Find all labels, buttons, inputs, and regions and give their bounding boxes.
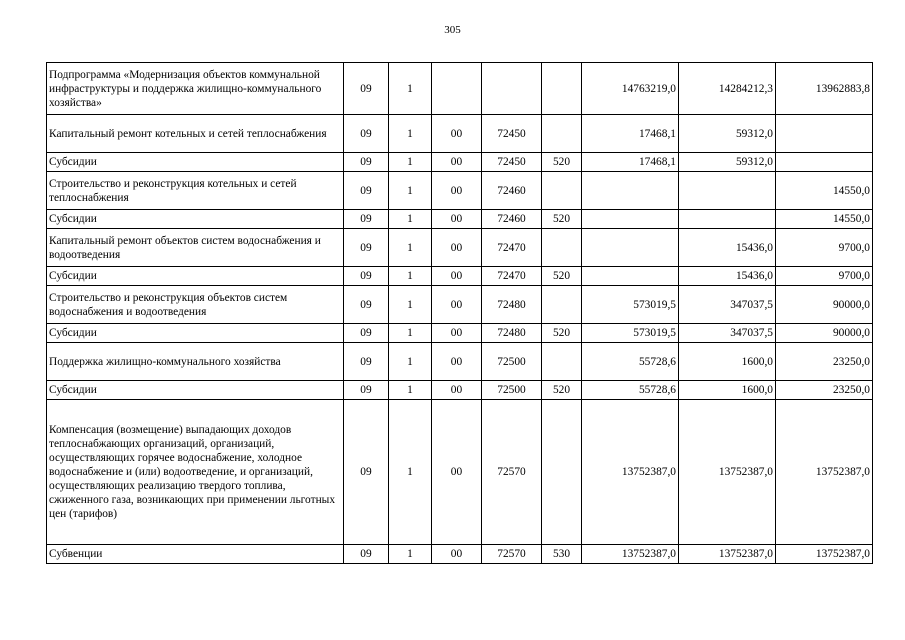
direction-code: 72460 — [482, 172, 542, 210]
table-row — [47, 545, 873, 564]
row-name: Субсидии — [47, 267, 344, 286]
expense-type-code: 520 — [542, 210, 582, 229]
subsection-code: 1 — [389, 400, 432, 545]
amount-year-1: 17468,1 — [582, 115, 679, 153]
subsection-code: 1 — [389, 545, 432, 564]
table-row — [47, 229, 873, 267]
program-code: 00 — [432, 153, 482, 172]
section-code: 09 — [344, 286, 389, 324]
table-row — [47, 172, 873, 210]
subsection-code: 1 — [389, 286, 432, 324]
section-code: 09 — [344, 172, 389, 210]
amount-year-3: 23250,0 — [776, 343, 873, 381]
amount-year-1: 13752387,0 — [582, 545, 679, 564]
amount-year-2: 59312,0 — [679, 153, 776, 172]
program-code: 00 — [432, 324, 482, 343]
amount-year-3: 23250,0 — [776, 381, 873, 400]
section-code: 09 — [344, 115, 389, 153]
direction-code: 72450 — [482, 153, 542, 172]
amount-year-3: 9700,0 — [776, 229, 873, 267]
subsection-code: 1 — [389, 210, 432, 229]
expense-type-code: 520 — [542, 324, 582, 343]
amount-year-1: 573019,5 — [582, 286, 679, 324]
row-name: Субвенции — [47, 545, 344, 564]
amount-year-3: 90000,0 — [776, 286, 873, 324]
amount-year-1 — [582, 229, 679, 267]
amount-year-3: 14550,0 — [776, 210, 873, 229]
row-name: Субсидии — [47, 324, 344, 343]
program-code — [432, 63, 482, 115]
row-name: Субсидии — [47, 381, 344, 400]
subsection-code: 1 — [389, 229, 432, 267]
program-code: 00 — [432, 267, 482, 286]
expense-type-code — [542, 286, 582, 324]
expense-type-code — [542, 115, 582, 153]
section-code: 09 — [344, 267, 389, 286]
direction-code: 72480 — [482, 324, 542, 343]
table-row — [47, 324, 873, 343]
table-row — [47, 210, 873, 229]
row-name: Строительство и реконструкция котельных и сетей теплоснабжения — [47, 172, 344, 210]
amount-year-2: 59312,0 — [679, 115, 776, 153]
expense-type-code: 520 — [542, 381, 582, 400]
program-code: 00 — [432, 229, 482, 267]
amount-year-3: 13752387,0 — [776, 545, 873, 564]
direction-code: 72570 — [482, 545, 542, 564]
program-code: 00 — [432, 115, 482, 153]
direction-code: 72450 — [482, 115, 542, 153]
subsection-code: 1 — [389, 381, 432, 400]
section-code: 09 — [344, 210, 389, 229]
expense-type-code — [542, 400, 582, 545]
page-number: 305 — [444, 24, 461, 36]
subsection-code: 1 — [389, 324, 432, 343]
amount-year-2: 1600,0 — [679, 343, 776, 381]
expense-type-code: 520 — [542, 153, 582, 172]
section-code: 09 — [344, 400, 389, 545]
amount-year-1: 14763219,0 — [582, 63, 679, 115]
direction-code — [482, 63, 542, 115]
section-code: 09 — [344, 545, 389, 564]
table-row — [47, 381, 873, 400]
expense-type-code: 520 — [542, 267, 582, 286]
section-code: 09 — [344, 153, 389, 172]
expense-type-code — [542, 172, 582, 210]
subsection-code: 1 — [389, 153, 432, 172]
program-code: 00 — [432, 400, 482, 545]
program-code: 00 — [432, 172, 482, 210]
direction-code: 72570 — [482, 400, 542, 545]
amount-year-3: 13962883,8 — [776, 63, 873, 115]
section-code: 09 — [344, 229, 389, 267]
direction-code: 72500 — [482, 343, 542, 381]
expense-type-code — [542, 63, 582, 115]
amount-year-3 — [776, 153, 873, 172]
row-name: Подпрограмма «Модернизация объектов коммунальной инфраструктуры и поддержка жилищно-коммунального хозяйства» — [47, 63, 344, 115]
table-row — [47, 286, 873, 324]
program-code: 00 — [432, 343, 482, 381]
amount-year-2: 1600,0 — [679, 381, 776, 400]
subsection-code: 1 — [389, 115, 432, 153]
direction-code: 72470 — [482, 267, 542, 286]
direction-code: 72460 — [482, 210, 542, 229]
program-code: 00 — [432, 286, 482, 324]
amount-year-1 — [582, 172, 679, 210]
budget-table — [46, 62, 873, 564]
amount-year-1: 55728,6 — [582, 381, 679, 400]
row-name: Капитальный ремонт котельных и сетей теплоснабжения — [47, 115, 344, 153]
amount-year-1: 573019,5 — [582, 324, 679, 343]
table-row — [47, 267, 873, 286]
table-row — [47, 400, 873, 545]
subsection-code: 1 — [389, 343, 432, 381]
amount-year-1: 55728,6 — [582, 343, 679, 381]
table-row — [47, 153, 873, 172]
amount-year-2: 14284212,3 — [679, 63, 776, 115]
section-code: 09 — [344, 381, 389, 400]
amount-year-2: 347037,5 — [679, 324, 776, 343]
row-name: Капитальный ремонт объектов систем водоснабжения и водоотведения — [47, 229, 344, 267]
row-name: Субсидии — [47, 210, 344, 229]
row-name: Компенсация (возмещение) выпадающих доходов теплоснабжающих организаций, организаций, осуществляющих горячее водоснабжение, холодное водоснабжение и (или) водоотведение, и организаций, осуществляющих реализацию твердого топлива, сжиженного газа, возникающих при применении льготных цен (тарифов) — [47, 400, 344, 545]
amount-year-3: 14550,0 — [776, 172, 873, 210]
section-code: 09 — [344, 343, 389, 381]
amount-year-2: 15436,0 — [679, 267, 776, 286]
amount-year-1: 17468,1 — [582, 153, 679, 172]
amount-year-2: 13752387,0 — [679, 400, 776, 545]
amount-year-2 — [679, 210, 776, 229]
program-code: 00 — [432, 381, 482, 400]
program-code: 00 — [432, 545, 482, 564]
amount-year-2 — [679, 172, 776, 210]
section-code: 09 — [344, 63, 389, 115]
subsection-code: 1 — [389, 267, 432, 286]
amount-year-3: 90000,0 — [776, 324, 873, 343]
row-name: Поддержка жилищно-коммунального хозяйства — [47, 343, 344, 381]
subsection-code: 1 — [389, 63, 432, 115]
expense-type-code: 530 — [542, 545, 582, 564]
amount-year-1 — [582, 210, 679, 229]
program-code: 00 — [432, 210, 482, 229]
table-row — [47, 63, 873, 115]
row-name: Субсидии — [47, 153, 344, 172]
table-row — [47, 115, 873, 153]
expense-type-code — [542, 343, 582, 381]
direction-code: 72480 — [482, 286, 542, 324]
direction-code: 72500 — [482, 381, 542, 400]
amount-year-2: 13752387,0 — [679, 545, 776, 564]
direction-code: 72470 — [482, 229, 542, 267]
amount-year-2: 15436,0 — [679, 229, 776, 267]
section-code: 09 — [344, 324, 389, 343]
amount-year-1 — [582, 267, 679, 286]
amount-year-3: 13752387,0 — [776, 400, 873, 545]
amount-year-1: 13752387,0 — [582, 400, 679, 545]
amount-year-2: 347037,5 — [679, 286, 776, 324]
expense-type-code — [542, 229, 582, 267]
amount-year-3: 9700,0 — [776, 267, 873, 286]
subsection-code: 1 — [389, 172, 432, 210]
table-row — [47, 343, 873, 381]
row-name: Строительство и реконструкция объектов систем водоснабжения и водоотведения — [47, 286, 344, 324]
amount-year-3 — [776, 115, 873, 153]
